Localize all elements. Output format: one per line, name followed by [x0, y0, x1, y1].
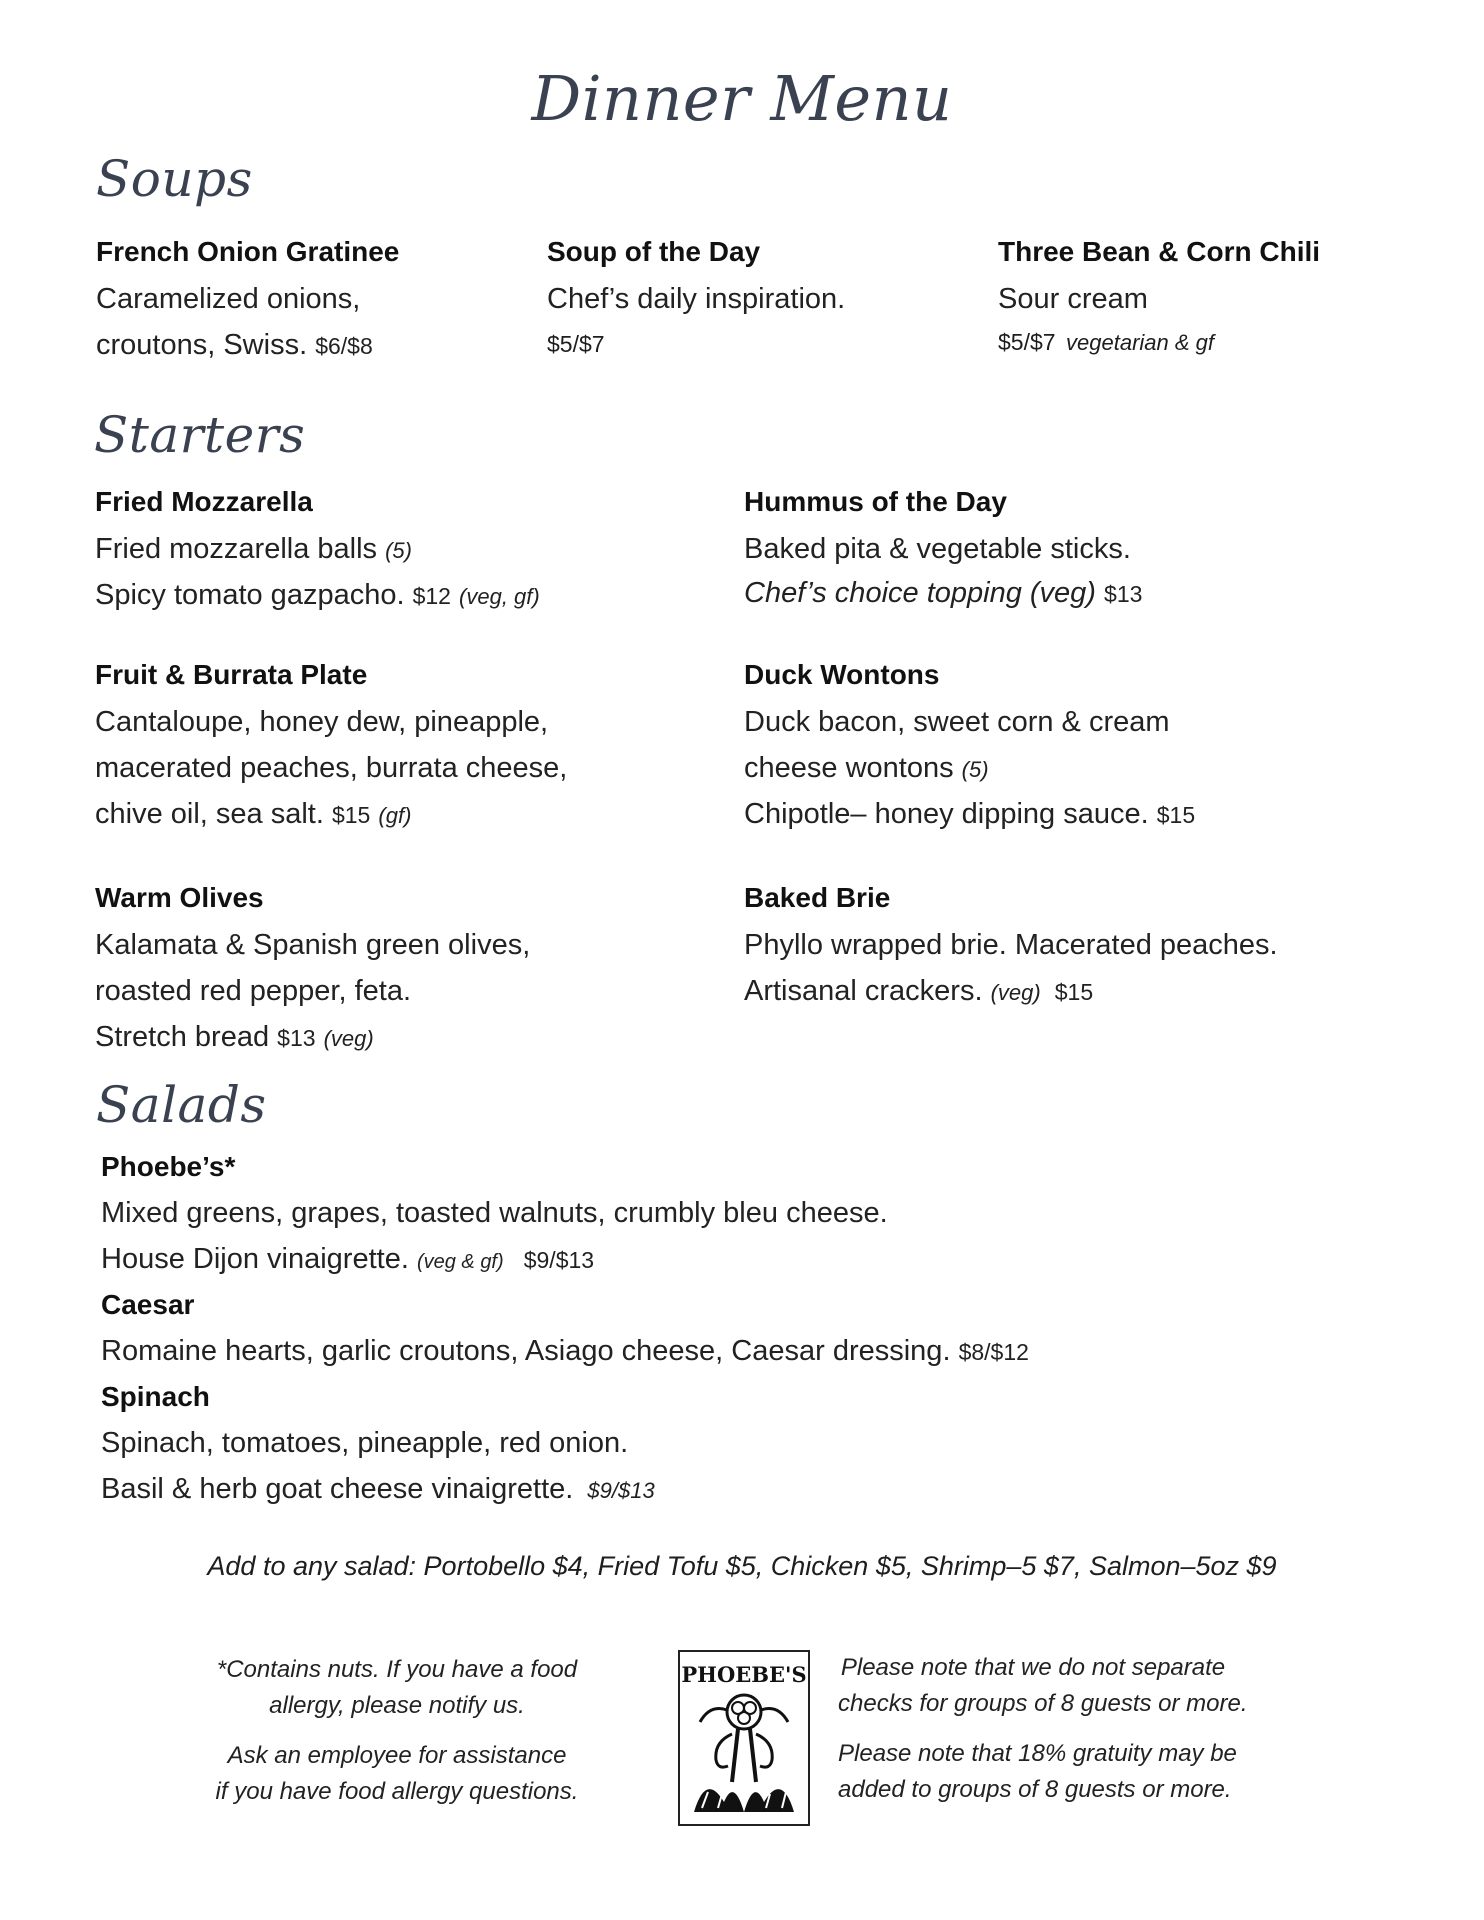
item-topping-note: Chef’s choice topping (veg)	[744, 577, 1096, 609]
item-desc	[101, 1335, 1029, 1368]
item-price: $13	[277, 1025, 316, 1051]
item-name: Three Bean & Corn Chili	[998, 236, 1321, 267]
item-name: Duck Wontons	[744, 659, 940, 690]
item-diet-note: (veg, gf)	[459, 584, 540, 609]
item-name: French Onion Gratinee	[96, 236, 400, 267]
item-desc-text: cheese wontons	[744, 752, 954, 784]
item-diet-note: vegetarian & gf	[1066, 330, 1214, 355]
item-desc: Cantaloupe, honey dew, pineapple,	[95, 706, 549, 738]
item-desc: Phyllo wrapped brie. Macerated peaches.	[744, 929, 1278, 961]
footer-text: allergy, please notify us.	[269, 1692, 525, 1719]
item-desc: Mixed greens, grapes, toasted walnuts, crumbly bleu cheese.	[101, 1197, 888, 1229]
item-count-note: (5)	[961, 757, 989, 782]
item-name: Baked Brie	[744, 882, 891, 913]
item-desc-text: croutons, Swiss.	[96, 329, 308, 361]
footer-text: *Contains nuts. If you have a food	[216, 1656, 578, 1683]
item-price: $13	[1104, 581, 1143, 607]
item-desc-line2	[101, 1243, 594, 1276]
footer-text: if you have food allergy questions.	[215, 1778, 579, 1805]
item-name: Phoebe’s*	[101, 1151, 236, 1182]
footer-allergy-note	[190, 1656, 604, 1806]
soups-heading: Soups	[96, 150, 253, 208]
item-name: Spinach	[101, 1381, 210, 1412]
footer-text: added to groups of 8 guests or more.	[838, 1776, 1232, 1803]
item-desc: Sour cream	[998, 283, 1148, 315]
item-desc-line2: roasted red pepper, feta.	[95, 975, 411, 1007]
item-name: Warm Olives	[95, 882, 264, 913]
item-diet-note: (veg)	[323, 1026, 374, 1051]
item-desc-text: Spicy tomato gazpacho.	[95, 579, 405, 611]
item-price: $5/$7	[998, 329, 1056, 355]
item-diet-note: (veg)	[990, 980, 1041, 1005]
starters-heading: Starters	[94, 406, 306, 464]
item-desc-line2: macerated peaches, burrata cheese,	[95, 752, 568, 784]
item-desc-text: Fried mozzarella balls	[95, 533, 378, 565]
item-price: $6/$8	[315, 333, 373, 359]
item-price: $9/$13	[523, 1247, 595, 1273]
item-price: $8/$12	[958, 1339, 1029, 1365]
item-desc: Baked pita & vegetable sticks.	[744, 533, 1131, 565]
salads-heading: Salads	[96, 1076, 267, 1134]
item-desc-line2	[744, 975, 1093, 1008]
item-price: $12	[412, 583, 451, 609]
footer-group-policy	[838, 1654, 1248, 1804]
footer-text: Please note that we do not separate	[840, 1654, 1226, 1681]
item-desc	[95, 533, 412, 566]
item-name: Hummus of the Day	[744, 486, 1007, 517]
phoebes-logo	[678, 1650, 810, 1826]
item-desc: Duck bacon, sweet corn & cream	[744, 706, 1170, 738]
item-desc: Kalamata & Spanish green olives,	[95, 929, 531, 961]
item-price: $9/$13	[587, 1478, 655, 1503]
item-desc-text: Chipotle– honey dipping sauce.	[744, 798, 1149, 830]
footer-text: Please note that 18% gratuity may be	[838, 1740, 1237, 1767]
footer-text: checks for groups of 8 guests or more.	[838, 1690, 1248, 1717]
item-desc-line2	[101, 1473, 655, 1506]
item-price: $15	[331, 802, 371, 828]
item-price: $15	[1156, 802, 1196, 828]
item-desc-text: Basil & herb goat cheese vinaigrette.	[101, 1473, 574, 1505]
item-price: $15	[1054, 979, 1094, 1005]
item-desc-text: Artisanal crackers.	[744, 975, 983, 1007]
item-name: Soup of the Day	[547, 236, 761, 267]
page-title: Dinner Menu	[531, 62, 953, 135]
item-desc-line3	[95, 1021, 374, 1054]
item-price-line	[998, 329, 1214, 356]
item-desc-text: Romaine hearts, garlic croutons, Asiago cheese, Caesar dressing.	[101, 1335, 951, 1367]
item-desc: Caramelized onions,	[96, 283, 361, 315]
item-desc-text: chive oil, sea salt.	[95, 798, 324, 830]
item-desc-line3	[744, 798, 1195, 831]
item-name: Caesar	[101, 1289, 195, 1320]
item-desc: Spinach, tomatoes, pineapple, red onion.	[101, 1427, 629, 1459]
item-name: Fried Mozzarella	[95, 486, 313, 517]
item-desc-line2	[96, 329, 373, 362]
item-desc-line2	[744, 577, 1142, 610]
item-desc-text: Stretch bread	[95, 1021, 270, 1053]
item-diet-note: (veg & gf)	[416, 1251, 504, 1273]
item-desc-line3	[95, 798, 411, 831]
item-name: Fruit & Burrata Plate	[95, 659, 368, 690]
item-desc-line2	[95, 579, 540, 612]
footer-text: Ask an employee for assistance	[227, 1742, 567, 1769]
item-desc-line2	[744, 752, 989, 785]
phoebes-logo-icon	[680, 1652, 808, 1824]
item-diet-note: (gf)	[378, 803, 412, 828]
logo-lettering: PHOEBE'S	[681, 1662, 807, 1687]
item-price: $5/$7	[547, 331, 605, 357]
item-desc-text: House Dijon vinaigrette.	[101, 1243, 409, 1275]
item-desc: Chef’s daily inspiration.	[547, 283, 846, 315]
item-count-note: (5)	[385, 538, 412, 563]
salad-addons: Add to any salad: Portobello $4, Fried Tofu $5, Chicken $5, Shrimp–5 $7, Salmon–5oz $9	[207, 1551, 1277, 1581]
